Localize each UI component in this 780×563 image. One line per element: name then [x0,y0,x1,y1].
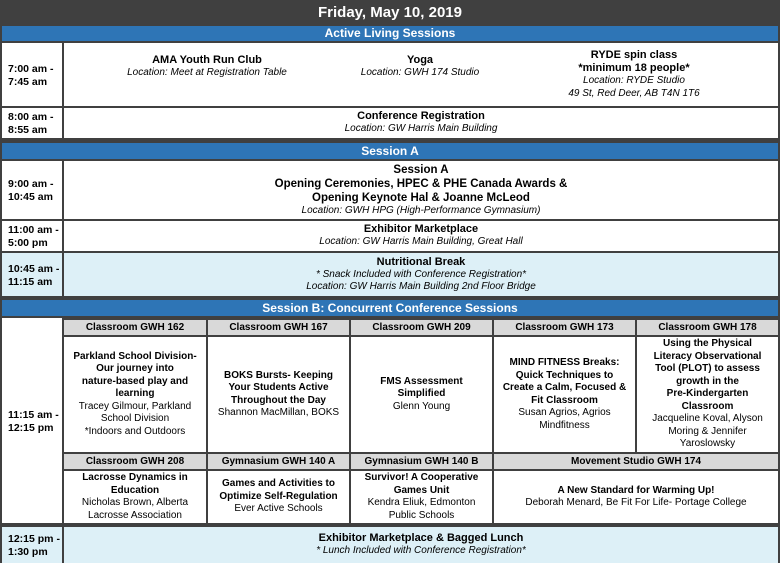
active-living-header: Active Living Sessions [2,26,778,41]
time-cell: 11:00 am - 5:00 pm [2,221,62,251]
page-title: Friday, May 10, 2019 [0,0,780,26]
session-boks: BOKS Bursts- Keeping Your Students Active Throughout the Day Shannon MacMillan, BOKS [208,337,349,452]
session-lacrosse: Lacrosse Dynamics in Education Nicholas Brown, Alberta Lacrosse Association [64,471,206,523]
room-header: Classroom GWH 162 [64,320,206,335]
event-opening-ceremonies: Session A Opening Ceremonies, HPEC & PHE Canada Awards & Opening Keynote Hal & Joanne McLeod Location: GWH HPG (High-Performance Gymnasium) [64,161,778,219]
event-yoga: Yoga Location: GWH 174 Studio [350,43,490,106]
time-cell: 7:00 am - 7:45 am [2,43,62,106]
room-header: Gymnasium GWH 140 B [351,454,492,469]
time-cell: 11:15 am - 12:15 pm [2,318,62,523]
room-header: Movement Studio GWH 174 [494,454,778,469]
session-self-regulation: Games and Activities to Optimize Self-Regulation Ever Active Schools [208,471,349,523]
event-ryde-spin: RYDE spin class *minimum 18 people* Location: RYDE Studio 49 St, Red Deer, AB T4N 1T6 [490,43,778,106]
time-cell: 9:00 am - 10:45 am [2,161,62,219]
time-cell: 8:00 am - 8:55 am [2,108,62,138]
room-header: Classroom GWH 167 [208,320,349,335]
event-exhibitor-marketplace: Exhibitor Marketplace Location: GW Harris Main Building, Great Hall [64,221,778,251]
session-fms: FMS Assessment Simplified Glenn Young [351,337,492,452]
session-plot: Using the Physical Literacy Observational Tool (PLOT) to assess growth in the Pre-Kindergarten Classroom Jacqueline Koval, Alyson Moring & Jennifer Yaroslowsky [637,337,778,452]
session-a-header: Session A [2,143,778,159]
room-header: Classroom GWH 173 [494,320,635,335]
event-ama-run-club: AMA Youth Run Club Location: Meet at Registration Table [64,43,350,106]
session-survivor: Survivor! A Cooperative Games Unit Kendra Eliuk, Edmonton Public Schools [351,471,492,523]
session-warming-up: A New Standard for Warming Up! Deborah Menard, Be Fit For Life- Portage College [494,471,778,523]
event-bagged-lunch: Exhibitor Marketplace & Bagged Lunch * Lunch Included with Conference Registration* [64,527,778,563]
time-cell: 10:45 am - 11:15 am [2,253,62,296]
event-nutritional-break: Nutritional Break * Snack Included with Conference Registration* Location: GW Harris Main Building 2nd Floor Bridge [64,253,778,296]
session-mind-fitness: MIND FITNESS Breaks: Quick Techniques to Create a Calm, Focused & Fit Classroom Susan Agrios, Agrios Mindfitness [494,337,635,452]
session-b-header: Session B: Concurrent Conference Sessions [2,300,778,316]
room-header: Gymnasium GWH 140 A [208,454,349,469]
session-parkland: Parkland School Division- Our journey into nature-based play and learning Tracey Gilmour, Parkland School Division *Indoors and Outdoors [64,337,206,452]
time-cell: 12:15 pm - 1:30 pm [2,527,62,563]
room-header: Classroom GWH 178 [637,320,778,335]
room-header: Classroom GWH 209 [351,320,492,335]
room-header: Classroom GWH 208 [64,454,206,469]
event-registration: Conference Registration Location: GW Harris Main Building [64,108,778,138]
